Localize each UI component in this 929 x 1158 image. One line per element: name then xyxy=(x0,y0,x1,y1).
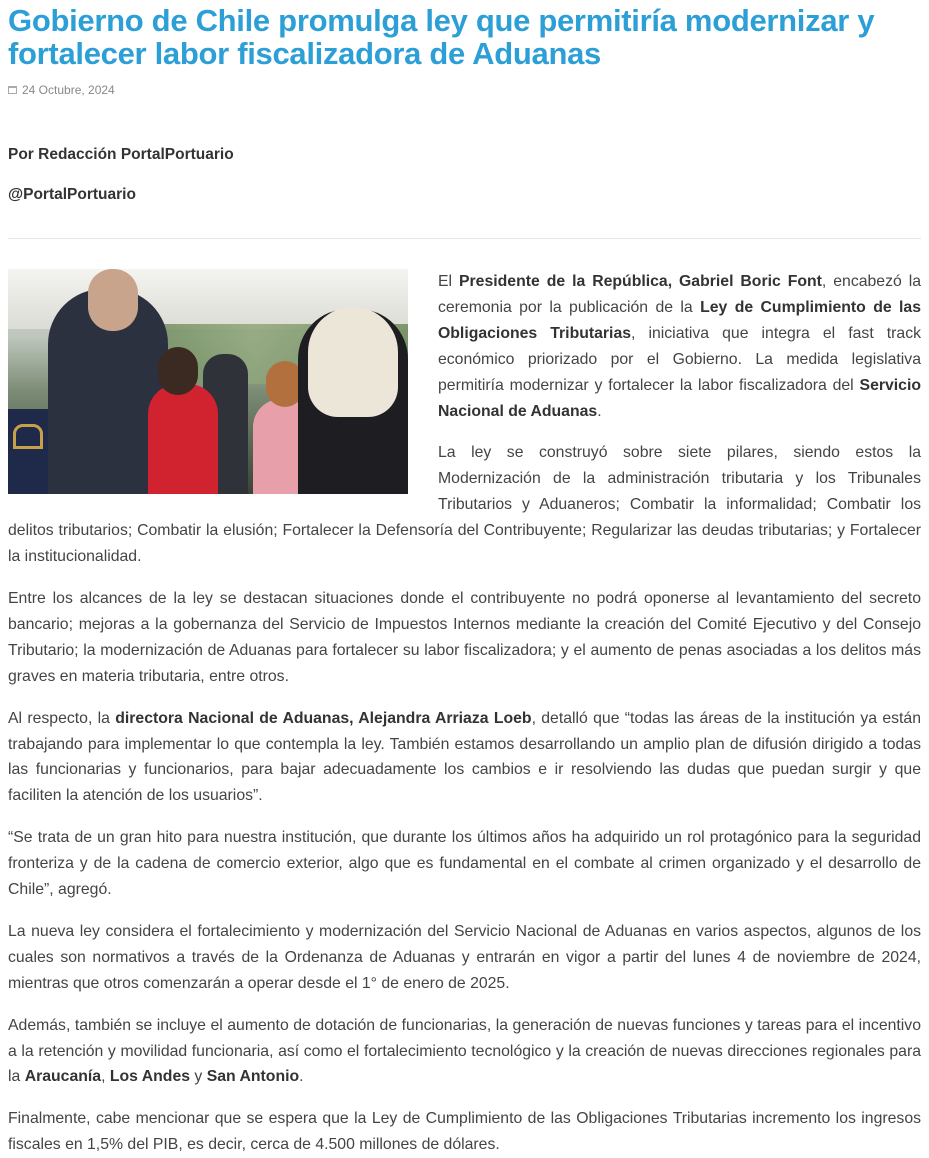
text-run: , detalló que “todas las áreas de la institución ya están trabajando para implementar lo que contempla la ley. También estamos desarrollando un amplio plan de difusión dirigido a todas las funcionarias y funcionarios, para bajar adecuadamente los cambios e ir resolviendo las dudas que puedan surgir y que faciliten la atención de los usuarios”. xyxy=(8,709,921,805)
calendar-icon xyxy=(8,86,17,94)
text-run: , xyxy=(101,1068,110,1086)
article-byline: Por Redacción PortalPortuario xyxy=(8,146,234,163)
text-run: La nueva ley considera el fortalecimiento y modernización del Servicio Nacional de Aduanas en varios aspectos, algunos de los cuales son normativos a través de la Ordenanza de Aduanas y entrarán en vigor a partir del lunes 4 de noviembre de 2024, mientras que otros comenzarán a operar desde el 1° de enero de 2025. xyxy=(8,922,921,992)
text-run: La ley se construyó sobre siete pilares, siendo estos la Modernización de la administración tributaria y los Tribunales Tributarios y Aduaneros; Combatir la informalidad; Combatir los delitos tributarios; Combatir la elusión; Fortalecer la Defensoría del Contribuyente; Regularizar las deudas tributarias; y Fortalecer la institucionalidad. xyxy=(8,444,921,566)
article-body xyxy=(8,269,921,1158)
ceremony-photo xyxy=(8,269,408,494)
bold-text: directora Nacional de Aduanas, Alejandra Arriaza Loeb xyxy=(115,709,532,727)
text-run: Entre los alcances de la ley se destacan situaciones donde el contribuyente no podrá oponerse al levantamiento del secreto bancario; mejoras a la gobernanza del Servicio de Impuestos Internos mediante la creación del Comité Ejecutivo y del Consejo Tributario; la modernización de Aduanas para fortalecer su labor fiscalizadora; y el aumento de penas asociadas a los delitos más graves en materia tributaria, entre otros. xyxy=(8,589,921,685)
divider xyxy=(8,238,921,239)
text-run: Además, también se incluye el aumento de dotación de funcionarias, la generación de nuevas funciones y tareas para el incentivo a la retención y movilidad funcionaria, así como el fortalecimiento tecnológico y la creación de nuevas direcciones regionales para la xyxy=(8,1016,921,1086)
article-date: 24 Octubre, 2024 xyxy=(22,83,115,97)
text-run: El xyxy=(438,273,459,290)
text-run: . xyxy=(597,402,602,420)
bold-text: Ley de Cumplimiento de las Obligaciones Tributarias xyxy=(438,298,921,342)
article-meta xyxy=(8,82,921,98)
article-paragraph xyxy=(8,919,921,997)
text-run: , encabezó la ceremonia por la publicación de la xyxy=(438,273,921,316)
bold-text: Araucanía xyxy=(24,1068,102,1086)
bold-text: San Antonio xyxy=(206,1068,300,1086)
article-paragraph xyxy=(8,586,921,690)
text-run: “Se trata de un gran hito para nuestra institución, que durante los últimos años ha adquirido un rol protagónico para la seguridad fronteriza y de la cadena de comercio exterior, algo que es fundamental en el combate al crimen organizado y el desarrollo de Chile”, agregó. xyxy=(8,829,921,899)
article-paragraph xyxy=(8,1106,921,1158)
text-run: Finalmente, cabe mencionar que se espera que la Ley de Cumplimiento de las Obligaciones Tributarias incremento los ingresos fiscales en 1,5% del PIB, es decir, cerca de 4.500 millones de dólares. xyxy=(8,1110,921,1154)
text-run: , iniciativa que integra el fast track económico priorizado por el Gobierno. La medida legislativa permitiría modernizar y fortalecer la labor fiscalizadora del xyxy=(438,324,921,394)
bold-text: Servicio Nacional de Aduanas xyxy=(438,376,921,420)
article-handle[interactable]: @PortalPortuario xyxy=(8,186,136,203)
text-run: Al respecto, la xyxy=(8,709,116,727)
article-paragraph xyxy=(8,1013,921,1091)
article-title: Gobierno de Chile promulga ley que permitiría modernizar y fortalecer labor fiscalizadora de Aduanas xyxy=(8,3,875,71)
bold-text: Presidente de la República, Gabriel Boric Font xyxy=(459,273,822,290)
bold-text: Los Andes xyxy=(109,1068,191,1086)
text-run: . xyxy=(299,1068,304,1086)
text-run: y xyxy=(190,1068,207,1086)
article-paragraph xyxy=(8,706,921,810)
article-paragraph xyxy=(8,825,921,903)
